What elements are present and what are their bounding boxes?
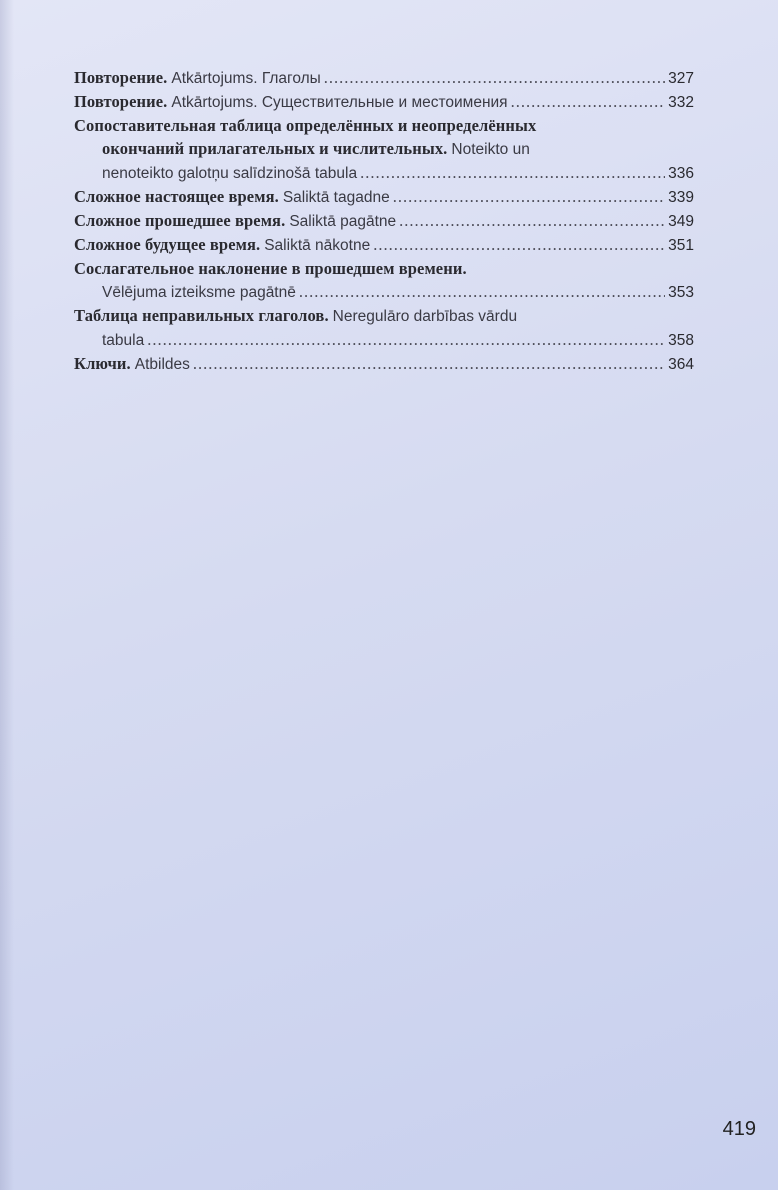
toc-entry-irregular-verbs[interactable] <box>74 304 694 352</box>
toc-page-number: 327 <box>668 70 694 87</box>
toc-page-number: 339 <box>668 189 694 206</box>
toc-entry-title-ru: Повторение. <box>74 92 168 111</box>
toc-page-number: 351 <box>668 237 694 254</box>
toc-entry-future-perfect[interactable] <box>74 233 694 257</box>
toc-entry-title-ru-line1: Сослагательное наклонение в прошедшем времени. <box>74 259 467 278</box>
toc-leader-dots <box>399 209 665 232</box>
toc-entry-answer-keys[interactable] <box>74 352 694 376</box>
toc-entry-title-ru: Сложное настоящее время. <box>74 187 279 206</box>
table-of-contents <box>74 66 694 376</box>
toc-page-number: 332 <box>668 94 694 111</box>
toc-entry-title-lv-line3: nenoteikto galotņu salīdzinošā tabula <box>102 165 358 182</box>
toc-entry-title-lv: Atkārtojums. Существительные и местоимения <box>171 94 508 111</box>
toc-entry-conditional-past[interactable] <box>74 257 694 304</box>
toc-leader-dots <box>511 90 666 113</box>
toc-page-number: 358 <box>668 332 694 349</box>
toc-entry-title-lv-line2: Noteikto un <box>451 141 530 158</box>
toc-entry-title-ru: Сложное будущее время. <box>74 235 261 254</box>
toc-entry-verbs-review[interactable] <box>74 66 694 90</box>
toc-page-number: 364 <box>668 356 694 373</box>
page-number: 419 <box>722 1118 756 1140</box>
toc-entry-title-ru: Сложное прошедшее время. <box>74 211 286 230</box>
toc-leader-dots <box>324 66 665 89</box>
toc-leader-dots <box>360 161 665 184</box>
toc-leader-dots <box>147 328 665 351</box>
toc-page-number: 349 <box>668 213 694 230</box>
toc-entry-past-perfect[interactable] <box>74 209 694 233</box>
toc-entry-title-ru: Ключи. <box>74 354 131 373</box>
page-edge-shadow <box>0 0 14 1190</box>
toc-entry-title-ru-line2: окончаний прилагательных и числительных. <box>102 139 448 158</box>
toc-entry-endings-table[interactable] <box>74 114 694 185</box>
toc-leader-dots <box>393 185 665 208</box>
toc-leader-dots <box>193 352 665 375</box>
toc-entry-present-perfect[interactable] <box>74 185 694 209</box>
toc-entry-title-ru: Повторение. <box>74 68 168 87</box>
toc-entry-title-lv: Atkārtojums. Глаголы <box>171 70 321 87</box>
toc-entry-title-ru-line1: Сопоставительная таблица определённых и неопределённых <box>74 116 537 135</box>
toc-entry-title-lv-line2: Vēlējuma izteiksme pagātnē <box>102 284 296 301</box>
toc-entry-title-lv: Saliktā tagadne <box>282 189 390 206</box>
toc-entry-title-lv: Atbildes <box>134 356 190 373</box>
toc-leader-dots <box>373 233 665 256</box>
toc-page-number: 336 <box>668 165 694 182</box>
toc-leader-dots <box>299 280 665 303</box>
toc-page-number: 353 <box>668 284 694 301</box>
toc-entry-nouns-review[interactable] <box>74 90 694 114</box>
toc-entry-title-lv: Saliktā nākotne <box>264 237 371 254</box>
toc-entry-title-lv-line1: Neregulāro darbības vārdu <box>332 308 518 325</box>
toc-entry-title-ru-line1: Таблица неправильных глаголов. <box>74 306 329 325</box>
toc-entry-title-lv-line2: tabula <box>102 332 145 349</box>
toc-entry-title-lv: Saliktā pagātne <box>289 213 397 230</box>
